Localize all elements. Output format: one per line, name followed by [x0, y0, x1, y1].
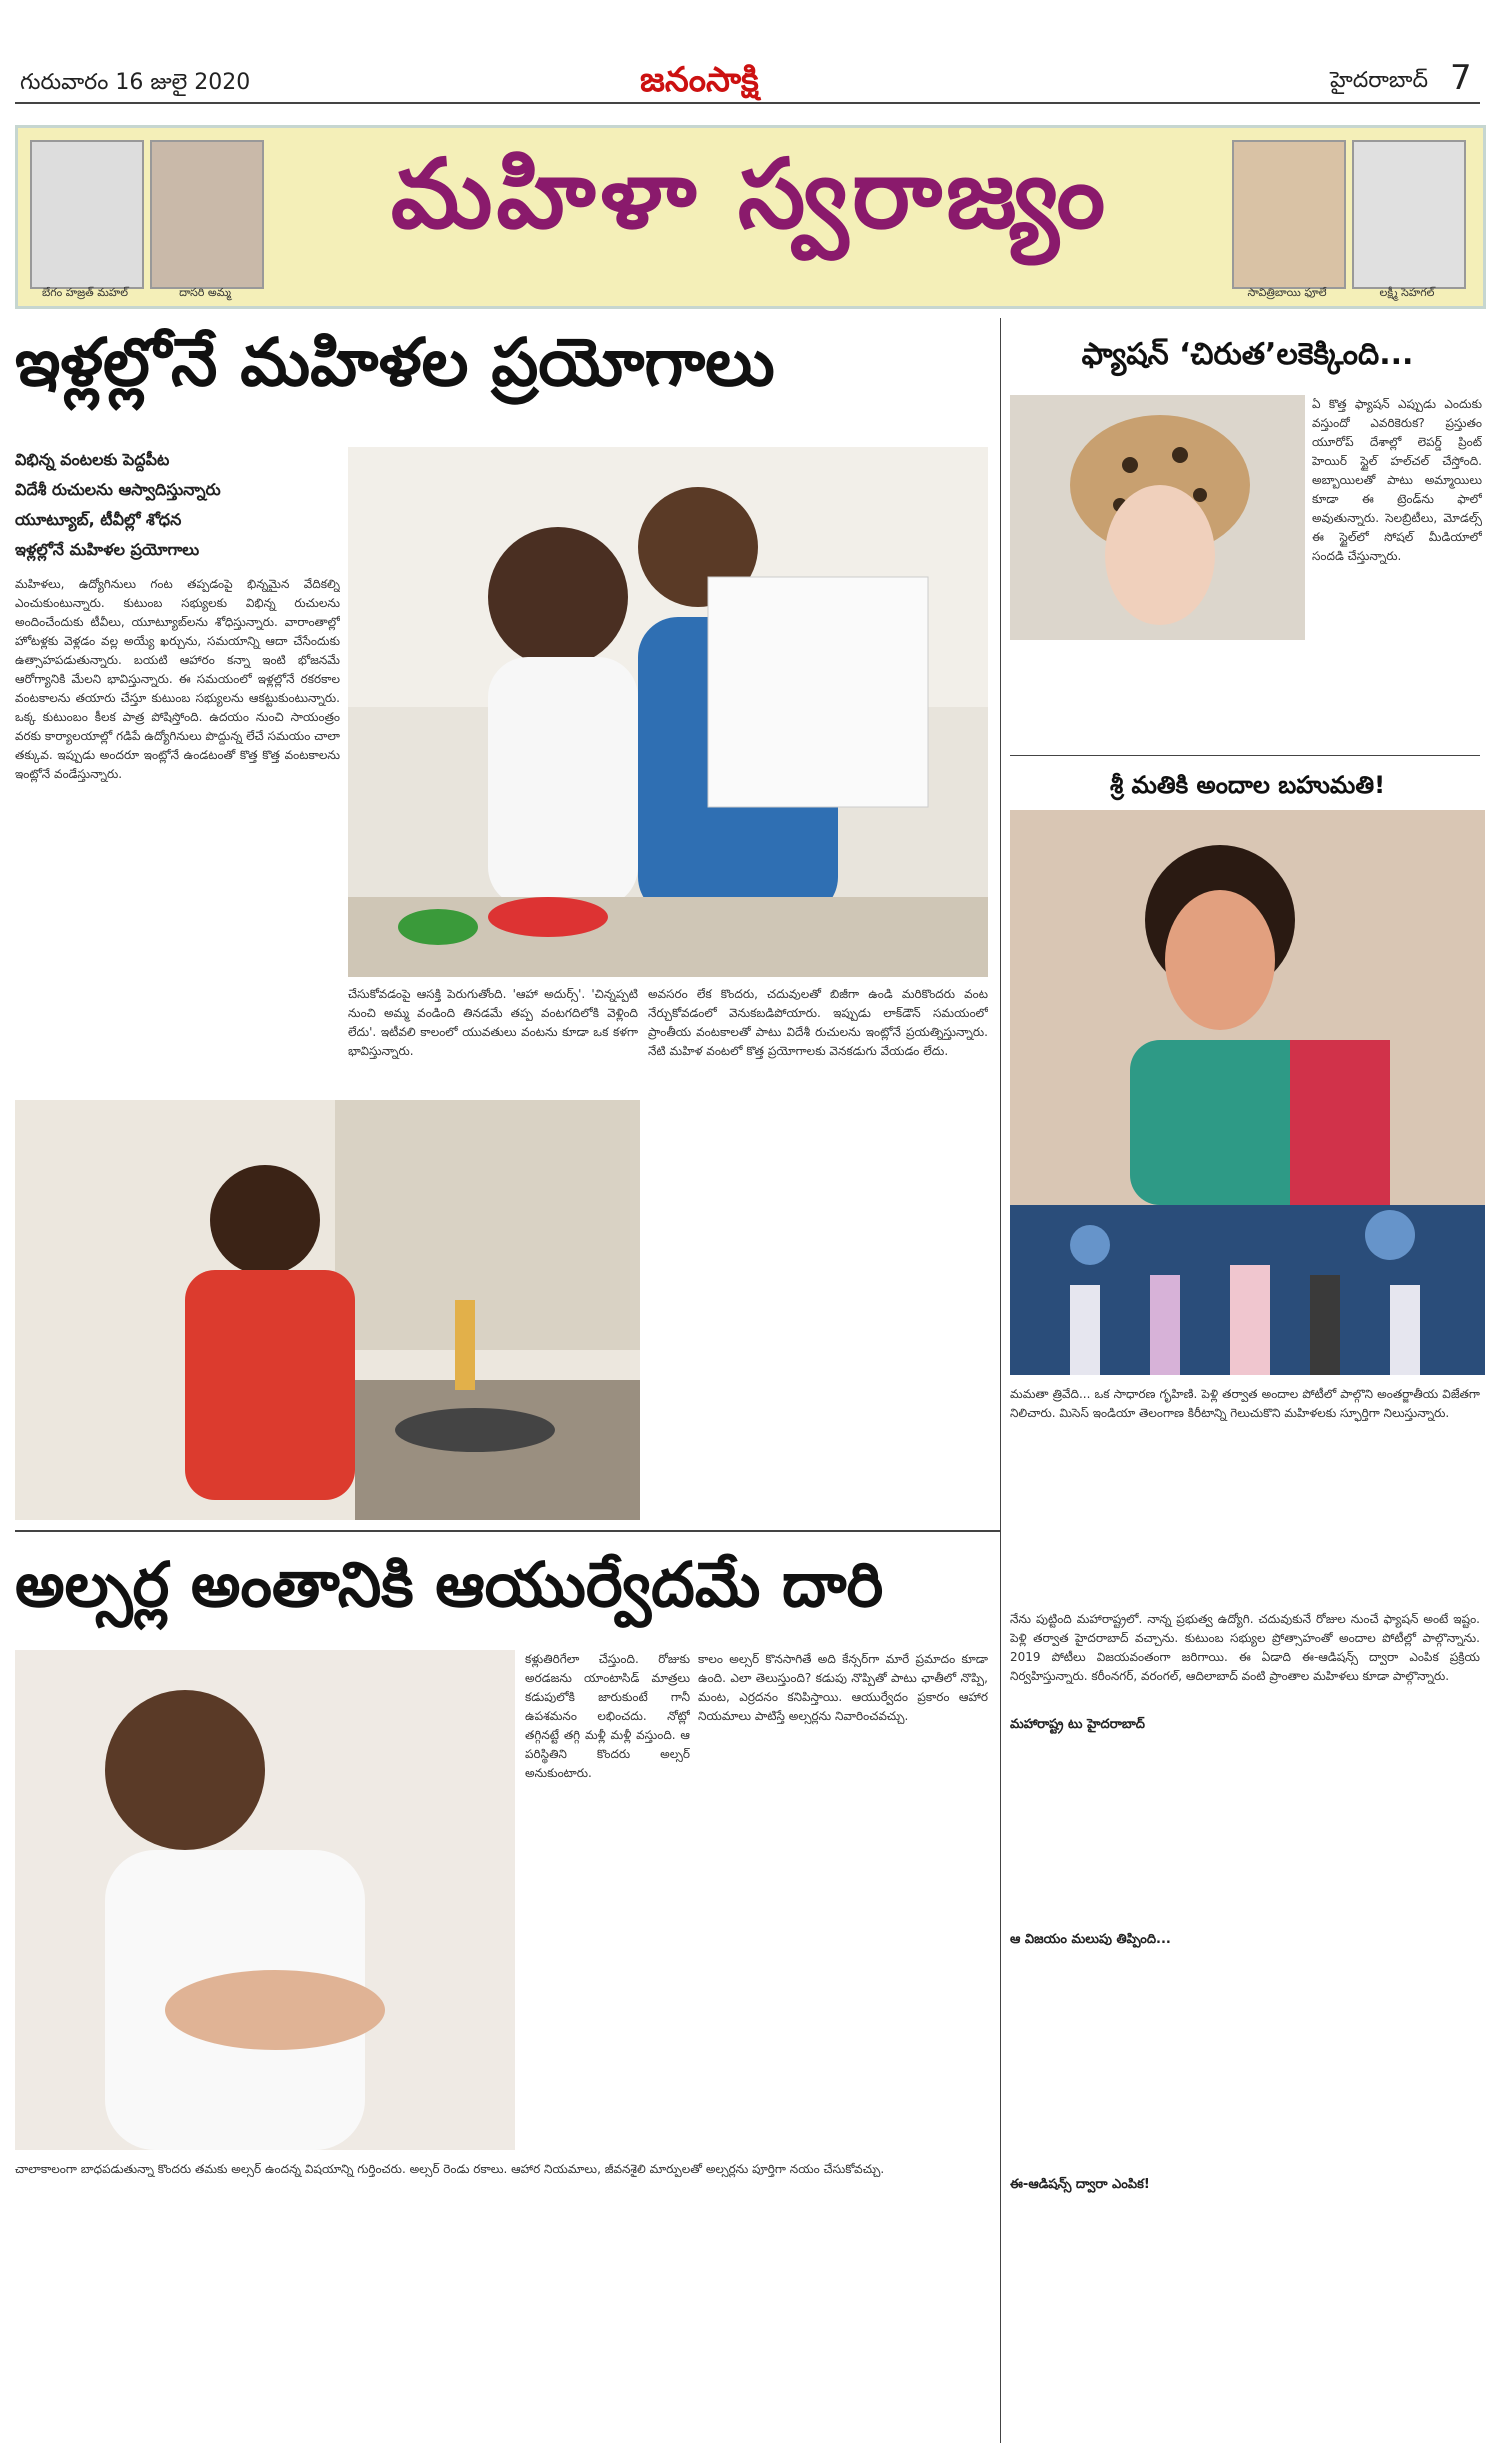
- story-headline: శ్రీ మతికి అందాల బహుమతి!: [1109, 771, 1386, 799]
- portrait-caption: దాసరి అమ్మ: [179, 286, 231, 299]
- issue-date: గురువారం 16 జులై 2020: [20, 70, 251, 95]
- mamata-trivedi-photo: [1010, 810, 1485, 1205]
- portrait-image: [1232, 140, 1346, 289]
- portrait-image: [1352, 140, 1466, 289]
- story-column: చేసుకోవడంపై ఆసక్తి పెరుగుతోంది. 'ఆహా అదుర్స్'. 'చిన్నప్పటి నుంచి అమ్మ వండింది తినడమే తప్ప వంటగదిలోకి వెళ్లింది లేదు'. ఇటీవలి కాలంలో యువతులు వంటను కూడా ఒక కళగా భావిస్తున్నారు.: [348, 987, 638, 1058]
- column-divider: [1000, 318, 1001, 2443]
- portrait-image: [150, 140, 264, 289]
- edition-city: హైదరాబాద్: [1330, 68, 1428, 93]
- portrait-image: [30, 140, 144, 289]
- portrait-caption: సావిత్రిబాయి ఫూలే: [1247, 286, 1327, 299]
- section-divider: [1010, 755, 1480, 756]
- section-divider: [15, 1530, 1000, 1532]
- story-column: మహిళలు, ఉద్యోగినులు గంట తప్పడంపై భిన్నమైన వేదికల్ని ఎంచుకుంటున్నారు. కుటుంబ సభ్యులకు విభిన్న రుచులను అందించేందుకు టీవీలు, యూట్యూబ్‌లను శోధిస్తున్నారు. వారాంతాల్లో హోటళ్లకు వెళ్లడం వల్ల అయ్యే ఖర్చును, సమయాన్ని ఆదా చేసేందుకు ఉత్సాహపడుతున్నారు. బయటి ఆహారం కన్నా ఇంటి భోజనమే ఆరోగ్యానికి మేలని భావిస్తున్నారు. ఈ సమయంలో ఇళ్లల్లోనే రకరకాల వంటకాలను తయారు చేస్తూ కుటుంబ సభ్యులను ఆకట్టుకుంటున్నారు. ఒక్క కుటుంబం కీలక పాత్ర పోషిస్తోంది. ఉదయం నుంచి సాయంత్రం వరకు కార్యాలయాల్లో గడిపే ఉద్యోగినులు పొద్దున్న లేచే సమయం చాలా తక్కువ. ఇప్పుడు అందరూ ఇంట్లోనే ఉండటంతో కొత్త కొత్త వంటకాలను ఇంట్లోనే వండేస్తున్నారు.: [15, 577, 340, 781]
- stomach-pain-photo: [15, 1650, 515, 2150]
- masthead: [0, 0, 1500, 110]
- story-headline: అల్సర్ల అంతానికి ఆయుర్వేదమే దారి: [15, 1548, 884, 1621]
- story-column: అవసరం లేక కొందరు, చదువులతో బిజీగా ఉండి మరికొందరు వంట నేర్చుకోవడంలో వెనుకబడిపోయారు. ఇప్పుడు లాక్‌డౌన్ సమయంలో ప్రాంతీయ వంటకాలతో పాటు విదేశీ రుచులను ఇంట్లోనే ప్రయత్నిస్తున్నారు. నేటి మహిళ వంటలో కొత్త ప్రయోగాలకు వెనకడుగు వేయడం లేదు.: [648, 987, 988, 1058]
- story-kickers: [15, 445, 345, 565]
- kicker-line: యూట్యూబ్, టీవీల్లో శోధన: [15, 510, 182, 529]
- kicker-line: విభిన్న వంటలకు పెద్దపీట: [15, 450, 170, 469]
- header-divider: [15, 102, 1480, 104]
- kicker-line: విదేశీ రుచులను ఆస్వాదిస్తున్నారు: [15, 480, 221, 499]
- banner-title: మహిళా స్వరాజ్యం: [390, 138, 1110, 250]
- story-column: చాలాకాలంగా బాధపడుతున్నా కొందరు తమకు అల్సర్ ఉందన్న విషయాన్ని గుర్తించరు. అల్సర్ రెండు రకాలు. ఆహార నియమాలు, జీవనశైలి మార్పులతో అల్సర్లను పూర్తిగా నయం చేసుకోవచ్చు.: [15, 2162, 885, 2176]
- story-headline: ఇళ్లల్లోనే మహిళల ప్రయోగాలు: [15, 324, 775, 401]
- cooking-couple-photo: [348, 447, 988, 977]
- woman-cooking-photo: [15, 1100, 640, 1520]
- kicker-line: ఇళ్లల్లోనే మహిళల ప్రయోగాలు: [15, 540, 200, 559]
- story-subhead: మహారాష్ట్ర టు హైదరాబాద్: [1010, 1717, 1145, 1732]
- story-column: కళ్లుతిరిగేలా చేస్తుంది. రోజుకు అరడజను యాంటాసిడ్ మాత్రలు కడుపులోకి జారుకుంటే గానీ ఉపశమనం లభించదు. నోట్లో తగ్గినట్టే తగ్గి మళ్లీ మళ్లీ వస్తుంది. ఆ పరిస్థితిని కొందరు అల్సర్ అనుకుంటారు.: [525, 1652, 690, 1780]
- story-headline: ఫ్యాషన్ ‘చిరుత’లకెక్కింది...: [1081, 337, 1414, 372]
- story-column: నేను పుట్టింది మహారాష్ట్రలో. నాన్న ప్రభుత్వ ఉద్యోగి. చదువుకునే రోజుల నుంచే ఫ్యాషన్ అంటే ఇష్టం. పెళ్లి తర్వాత హైదరాబాద్ వచ్చాను. కుటుంబ సభ్యుల ప్రోత్సాహంతో అందాల పోటీల్లో పాల్గొన్నాను. 2019 పోటీలు విజయవంతంగా జరిగాయి. ఈ ఏడాది ఈ-ఆడిషన్స్ ద్వారా ఎంపిక ప్రక్రియ నిర్వహిస్తున్నారు. కరీంనగర్, వరంగల్, ఆదిలాబాద్ వంటి ప్రాంతాల మహిళలు కూడా పాల్గొన్నారు.: [1010, 1612, 1480, 1683]
- story-subhead: ఆ విజయం మలుపు తిప్పింది...: [1010, 1932, 1171, 1947]
- story-column: మమతా త్రివేది... ఒక సాధారణ గృహిణి. పెళ్లి తర్వాత అందాల పోటీలో పాల్గొని అంతర్జాతీయ విజేతగా నిలిచారు. మిసెస్ ఇండియా తెలంగాణ కిరీటాన్ని గెలుచుకొని మహిళలకు స్ఫూర్తిగా నిలుస్తున్నారు.: [1010, 1387, 1480, 1420]
- newspaper-logo: జనంసాక్షి: [640, 60, 759, 100]
- story-column: ఏ కొత్త ఫ్యాషన్ ఎప్పుడు ఎందుకు వస్తుందో ఎవరికెరుక? ప్రస్తుతం యూరోప్ దేశాల్లో లెపర్డ్ ప్రింట్ హెయిర్ స్టైల్ హల్‌చల్ చేస్తోంది. అబ్బాయిలతో పాటు అమ్మాయిలు కూడా ఈ ట్రెండ్‌ను ఫాలో అవుతున్నారు. సెలబ్రిటీలు, మోడల్స్ ఈ స్టైల్‌లో సోషల్ మీడియాలో సందడి చేస్తున్నారు.: [1312, 397, 1482, 563]
- portrait-caption: బేగం హజ్రత్ మహల్: [42, 286, 128, 299]
- pageant-stage-photo: [1010, 1205, 1485, 1375]
- page-number: 7: [1450, 58, 1472, 98]
- portrait-caption: లక్ష్మీ సెహగల్: [1379, 286, 1435, 299]
- story-subhead: ఈ-ఆడిషన్స్ ద్వారా ఎంపిక!: [1010, 2177, 1150, 2192]
- leopard-hair-photo: [1010, 395, 1305, 640]
- story-column: కాలం అల్సర్ కొనసాగితే అది కేన్సర్‌గా మారే ప్రమాదం కూడా ఉంది. ఎలా తెలుస్తుంది? కడుపు నొప్పితో పాటు ఛాతీలో నొప్పి, మంట, ఎర్రదనం కనిపిస్తాయి. ఆయుర్వేదం ప్రకారం ఆహార నియమాలు పాటిస్తే అల్సర్లను నివారించవచ్చు.: [698, 1652, 988, 1723]
